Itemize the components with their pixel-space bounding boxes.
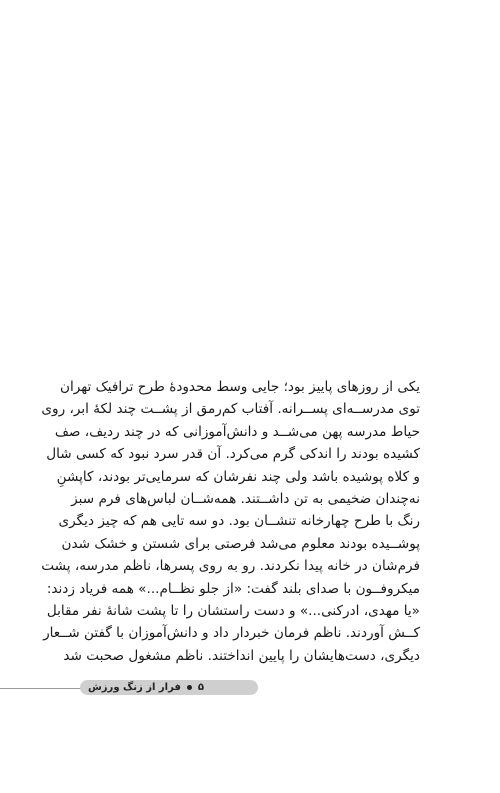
text-line: نه‌چندان ضخیمی به تن داشــتند. همه‌شــان لباس‌های فرم سبز xyxy=(71,490,420,507)
page-footer xyxy=(80,680,258,695)
text-line: دیگری، دست‌هایشان را پایین انداختند. ناظم مشغول صحبت شد xyxy=(63,647,420,664)
text-line: کــش آوردند. ناظم فرمان خبردار داد و دانش‌آموزان با گفتن شــعار xyxy=(43,625,420,642)
text-line: توی مدرســه‌ای پســرانه. آفتاب کم‌رمق از پشــت چند لکهٔ ابر، روی xyxy=(41,401,420,418)
footer-rule xyxy=(0,688,90,689)
text-line: «یا مهدی، ادرکنی...» و دست راستشان را تا پشت شانهٔ نفر مقابل xyxy=(46,602,420,619)
body-paragraph xyxy=(41,376,420,667)
text-line: حیاط مدرسه پهن می‌شــد و دانش‌آموزانی که در چند ردیف، صف xyxy=(54,423,420,440)
text-line: یکی از روزهای پاییز بود؛ جایی وسط محدودهٔ طرح ترافیک تهران xyxy=(60,379,420,395)
dot-icon xyxy=(187,685,192,690)
text-line: میکروفــون با صدای بلند گفت: «از جلو نظــام...» همه فریاد زدند: xyxy=(46,580,420,597)
text-line: و کلاه پوشیده باشد ولی چند نفرشان که سرمایی‌تر بودند، کاپشنِ xyxy=(56,468,420,485)
text-line: رنگ با طرح چهارخانه تنشــان بود. دو سه تایی هم که چیز دیگری xyxy=(58,513,420,530)
text-line: کشیده بودند را اندکی گرم می‌کرد. آن قدر سرد نبود که کسی شال xyxy=(46,446,420,463)
text-line: فرم‌شان در خانه پیدا نکردند. رو به روی پسرها، ناظم مدرسه، پشت xyxy=(41,558,420,575)
page-number: ۵ xyxy=(197,682,204,693)
running-title: فرار از زنگ ورزش xyxy=(88,682,181,693)
text-line: پوشــیده بودند معلوم می‌شد فرصتی برای شستن و خشک شدن xyxy=(61,535,420,552)
